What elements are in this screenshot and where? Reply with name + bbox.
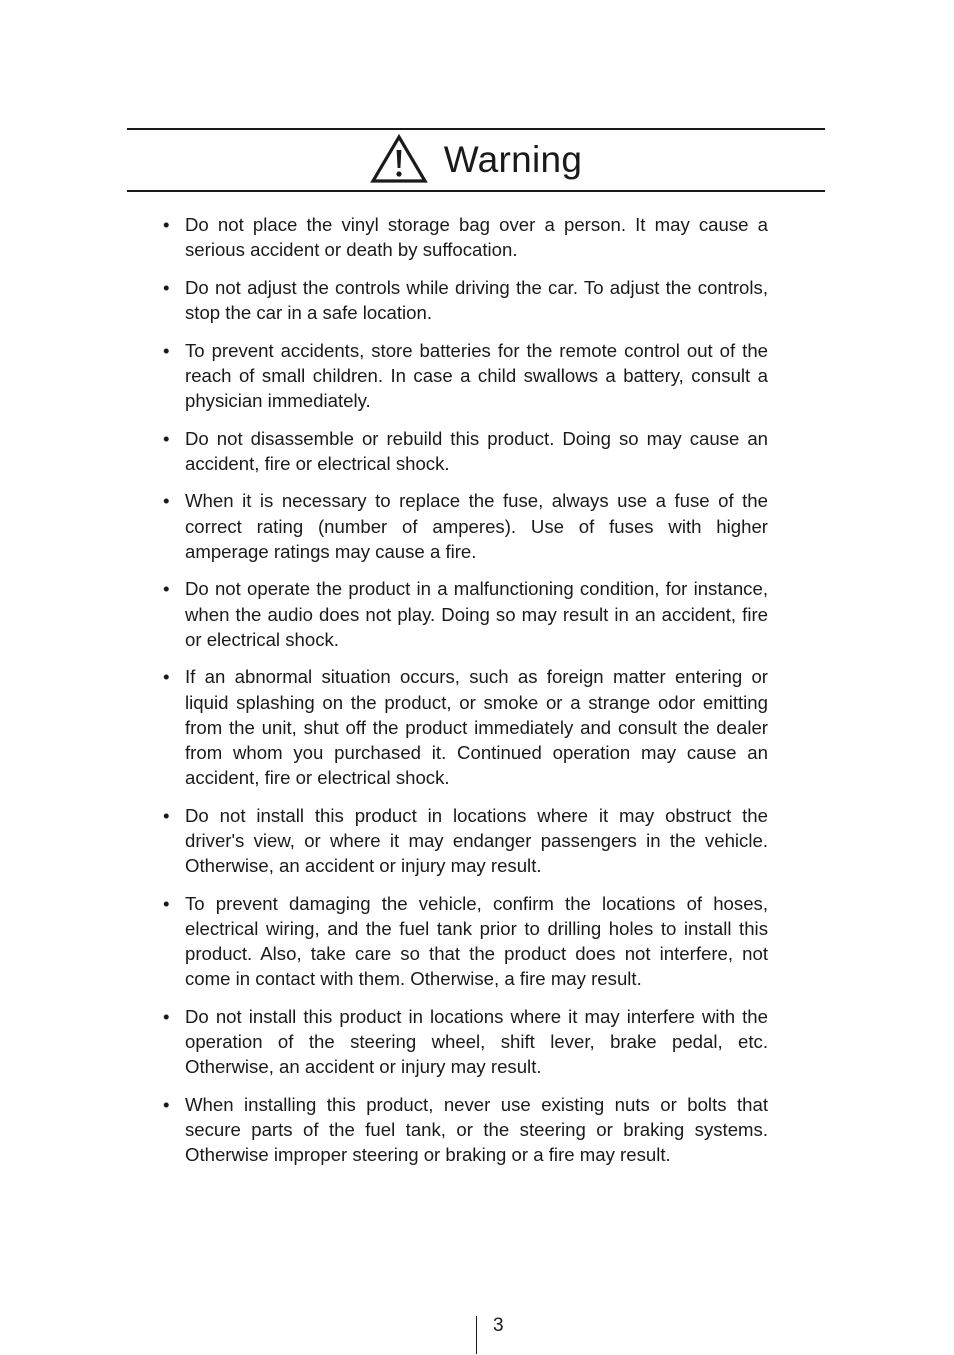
- list-item: [160, 891, 768, 992]
- bullet: •: [163, 666, 170, 688]
- list-item: [160, 664, 768, 790]
- bullet: •: [163, 276, 170, 298]
- list-item: [160, 1004, 768, 1080]
- list-item-text: Do not disassemble or rebuild this product. Doing so may cause an accident, fire or electrical shock.: [185, 427, 768, 474]
- list-item-text: Do not adjust the controls while driving the car. To adjust the controls, stop the car in a safe location.: [185, 276, 768, 323]
- warning-header: [127, 128, 825, 192]
- list-item-text: To prevent accidents, store batteries for the remote control out of the reach of small children. In case a child swallows a battery, consult a physician immediately.: [185, 339, 768, 411]
- list-item: [160, 803, 768, 879]
- bullet: •: [163, 804, 170, 826]
- list-item-text: If an abnormal situation occurs, such as foreign matter entering or liquid splashing on the product, or smoke or a strange odor emitting from the unit, shut off the product immediately and consult the dealer from whom you purchased it. Continued operation may cause an accident, fire or electrical shock.: [185, 666, 768, 789]
- bullet: •: [163, 1094, 170, 1115]
- list-item: [160, 212, 768, 262]
- list-item-text: Do not operate the product in a malfunctioning condition, for instance, when the audio does not play. Doing so may result in an accident, fire or electrical shock.: [185, 578, 768, 650]
- list-item: [160, 576, 768, 652]
- page-number-divider: [476, 1315, 504, 1354]
- warning-list: [160, 212, 768, 1180]
- list-item-text: Do not install this product in locations where it may obstruct the driver's view, or where it may endanger passengers in the vehicle. Otherwise, an accident or injury may result.: [185, 804, 768, 877]
- bullet: •: [163, 578, 170, 600]
- list-item: [160, 426, 768, 476]
- list-item-text: When it is necessary to replace the fuse, always use a fuse of the correct rating (number of amperes). Use of fuses with higher amperage ratings may cause a fire.: [185, 490, 768, 562]
- warning-triangle-icon: [370, 134, 428, 184]
- list-item-text: To prevent damaging the vehicle, confirm the locations of hoses, electrical wiring, and the fuel tank prior to drilling holes to install this product. Also, take care so that the product does not interfere, not come in contact with them. Otherwise, a fire may result.: [185, 892, 768, 990]
- bullet: •: [163, 892, 170, 914]
- bullet: •: [163, 427, 170, 449]
- bullet: •: [163, 214, 170, 235]
- bullet: •: [163, 339, 170, 361]
- page-title: Warning: [443, 138, 583, 180]
- list-item-text: Do not install this product in locations where it may interfere with the operation of the steering wheel, shift lever, brake pedal, etc. Otherwise, an accident or injury may result.: [185, 1006, 768, 1078]
- list-item: [160, 275, 768, 325]
- list-item: [160, 488, 768, 564]
- bullet: •: [163, 490, 170, 512]
- bullet: •: [163, 1006, 170, 1027]
- list-item-text: Do not place the vinyl storage bag over a person. It may cause a serious accident or death by suffocation.: [185, 214, 768, 261]
- list-item-text: When installing this product, never use existing nuts or bolts that secure parts of the fuel tank, or the steering or braking systems. Otherwise improper steering or braking or a fire may result.: [185, 1094, 768, 1166]
- list-item: [160, 338, 768, 414]
- page-number: 3: [493, 1315, 504, 1336]
- list-item: [160, 1092, 768, 1168]
